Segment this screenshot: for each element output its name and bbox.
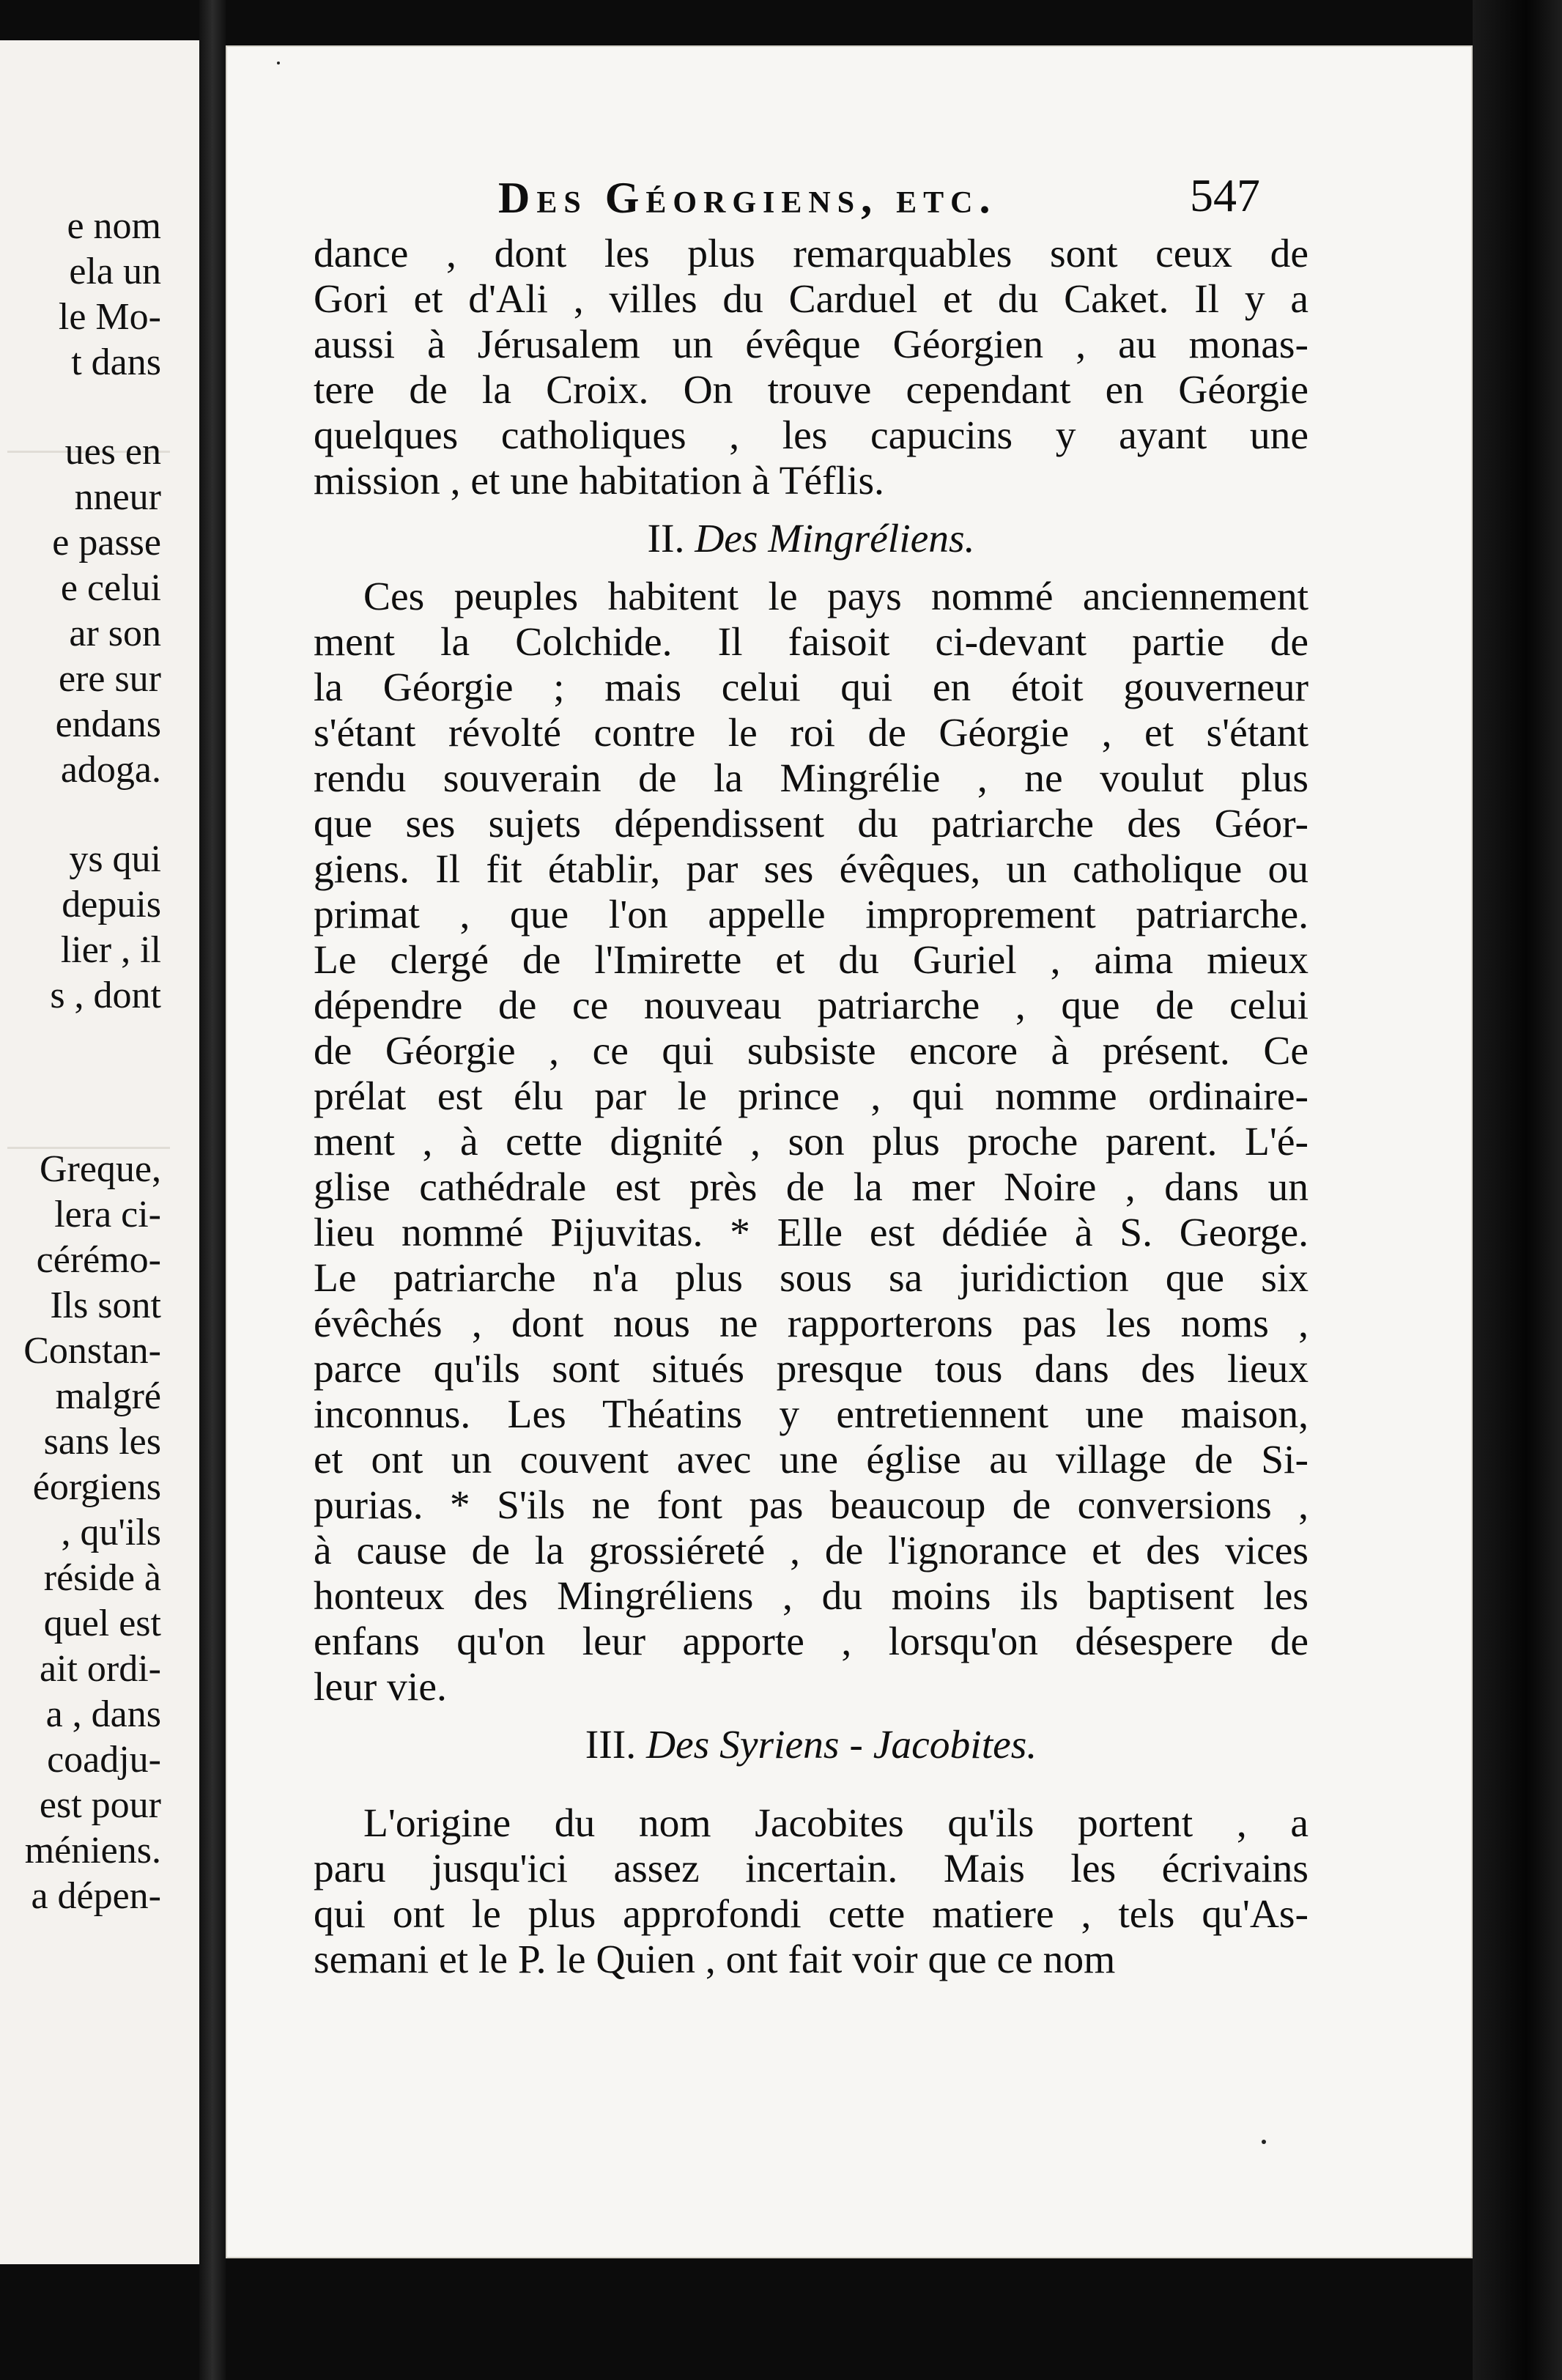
text-line: à cause de la grossiéreté , de l'ignorance et des vices [314, 1529, 1309, 1573]
text-line: dépendre de ce nouveau patriarche , que de celui [314, 983, 1309, 1028]
text-line: de Géorgie , ce qui subsiste encore à présent. Ce [314, 1029, 1309, 1073]
text-line: ment , à cette dignité , son plus proche parent. L'é- [314, 1120, 1309, 1164]
text-line: aussi à Jérusalem un évêque Géorgien , au monas- [314, 322, 1309, 367]
left-page-fragment: le Mo- [58, 296, 161, 338]
paragraph-mingreliens [314, 574, 1309, 1710]
text-line: purias. * S'ils ne font pas beaucoup de conversions , [314, 1483, 1309, 1528]
text-line: la Géorgie ; mais celui qui en étoit gouverneur [314, 665, 1309, 710]
text-line: mission , et une habitation à Téflis. [314, 459, 884, 503]
left-page-fragment: ait ordi- [39, 1648, 161, 1690]
text-line: s'étant révolté contre le roi de Géorgie , et s'étant [314, 711, 1309, 755]
left-page-fragment: depuis [62, 884, 161, 925]
book-gutter [199, 0, 226, 2380]
running-title: Des Géorgiens, etc. [498, 174, 997, 222]
section-number: III. [585, 1723, 637, 1767]
left-page-fragment: méniens. [24, 1830, 161, 1871]
left-page-fragment: coadju- [47, 1739, 161, 1781]
left-page-fragment: malgré [55, 1375, 161, 1417]
text-line: parce qu'ils sont situés presque tous dans des lieux [314, 1347, 1309, 1392]
paragraph-syriens-jacobites [314, 1801, 1309, 1983]
left-page-fragment: t dans [71, 341, 161, 383]
left-facing-page [0, 40, 204, 2264]
left-page-fragment: ela un [69, 251, 161, 292]
left-page-fragment: lera ci- [54, 1194, 161, 1235]
text-line: leur vie. [314, 1665, 447, 1710]
text-line: Le patriarche n'a plus sous sa juridiction que six [314, 1256, 1309, 1301]
left-page-fragment: ere sur [58, 658, 161, 700]
text-line: enfans qu'on leur apporte , lorsqu'on désespere de [314, 1619, 1309, 1664]
ink-speck [1262, 2140, 1266, 2144]
section-title: Des Mingréliens. [695, 517, 975, 561]
left-page-fragment: adoga. [60, 749, 161, 791]
text-line: prélat est élu par le prince , qui nomme ordinaire- [314, 1074, 1309, 1119]
text-line: lieu nommé Pijuvitas. * Elle est dédiée à S. George. [314, 1211, 1309, 1255]
page-body [314, 232, 1309, 1983]
left-page-fragment: réside à [43, 1557, 161, 1599]
left-page-fragment: , qu'ils [61, 1512, 161, 1553]
section-heading-mingreliens [314, 504, 1309, 574]
text-line: dance , dont les plus remarquables sont ceux de [314, 232, 1309, 276]
left-page-fragment: e celui [60, 567, 161, 609]
left-page-fragment: ys qui [69, 838, 161, 880]
text-line: paru jusqu'ici assez incertain. Mais les écrivains [314, 1847, 1309, 1891]
left-page-fragment: Constan- [23, 1330, 161, 1372]
text-line: et ont un couvent avec une église au village de Si- [314, 1438, 1309, 1482]
page-number: 547 [1190, 169, 1260, 221]
text-line: honteux des Mingréliens , du moins ils baptisent les [314, 1574, 1309, 1619]
section-title: Des Syriens - Jacobites. [645, 1723, 1037, 1767]
left-page-fragment: est pour [39, 1784, 161, 1826]
text-line: inconnus. Les Théatins y entretiennent une maison, [314, 1392, 1309, 1437]
paragraph-georgian-bishops [314, 232, 1309, 504]
text-line: qui ont le plus approfondi cette matiere , tels qu'As- [314, 1892, 1309, 1937]
left-page-fragment: lier , il [60, 929, 161, 971]
text-line: rendu souverain de la Mingrélie , ne voulut plus [314, 756, 1309, 801]
text-line: Gori et d'Ali , villes du Carduel et du Caket. Il y a [314, 277, 1309, 322]
left-page-fragment: nneur [74, 476, 161, 518]
text-line: L'origine du nom Jacobites qu'ils portent , a [363, 1801, 1309, 1846]
running-head [498, 169, 1260, 227]
text-line: primat , que l'on appelle improprement patriarche. [314, 892, 1309, 937]
ink-speck [277, 62, 280, 64]
text-line: semani et le P. le Quien , ont fait voir que ce nom [314, 1937, 1116, 1982]
page-edge-shadow [1473, 0, 1562, 2380]
left-page-fragment: Ils sont [50, 1285, 161, 1326]
text-line: que ses sujets dépendissent du patriarche des Géor- [314, 802, 1309, 846]
left-page-fragment: sans les [43, 1421, 161, 1463]
text-line: giens. Il fit établir, par ses évêques, un catholique ou [314, 847, 1309, 892]
left-page-fragment: s , dont [50, 975, 161, 1016]
left-page-fragment: éorgiens [32, 1466, 161, 1508]
text-line: Ces peuples habitent le pays nommé anciennement [363, 574, 1309, 619]
left-page-fragment: ues en [64, 431, 161, 473]
text-line: quelques catholiques , les capucins y ayant une [314, 413, 1309, 458]
left-page-fragment: quel est [43, 1603, 161, 1644]
spacer [314, 1781, 1309, 1801]
section-number: II. [647, 517, 685, 561]
left-page-fragment: ar son [69, 613, 161, 654]
section-heading-syriens-jacobites [314, 1710, 1309, 1781]
left-page-fragment: Greque, [39, 1148, 161, 1190]
left-page-fragment: a , dans [45, 1693, 161, 1735]
left-page-fragment: e nom [67, 205, 161, 247]
left-page-fragment: cérémo- [36, 1239, 161, 1281]
left-page-fragment: a dépen- [31, 1875, 161, 1917]
text-line: glise cathédrale est près de la mer Noire , dans un [314, 1165, 1309, 1210]
text-line: Le clergé de l'Imirette et du Guriel , aima mieux [314, 938, 1309, 983]
left-page-fragment: e passe [52, 522, 161, 563]
text-line: tere de la Croix. On trouve cependant en Géorgie [314, 368, 1309, 413]
text-line: évêchés , dont nous ne rapporterons pas les noms , [314, 1301, 1309, 1346]
text-line: ment la Colchide. Il faisoit ci-devant partie de [314, 620, 1309, 665]
left-page-fragment: endans [55, 703, 161, 745]
